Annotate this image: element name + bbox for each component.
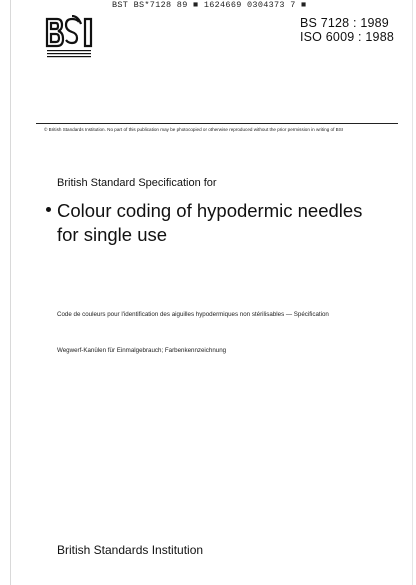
copyright-notice: © British Standards Institution. No part of this publication may be photocopied or otherwise reproduced without the prior permission in writing of BSI [44,127,344,132]
title-bullet-mark [46,207,51,212]
scan-header-text: BST BS*7128 89 ■ 1624669 0304373 7 ■ [112,0,307,10]
iso-number: ISO 6009 : 1988 [299,30,394,44]
publisher-name: British Standards Institution [57,543,204,557]
german-title: Wegwerf-Kanülen für Einmalgebrauch; Farbenkennzeichnung [57,347,227,354]
header-rule [36,123,398,124]
specification-label: British Standard Specification for [57,177,217,189]
title-line-2: for single use [57,224,168,245]
standard-numbers [300,16,394,44]
scan-edge-left [10,0,11,585]
bsi-logo [45,15,95,63]
title-line-1: Colour coding of hypodermic needles [57,200,363,221]
scan-edge-right [412,0,413,585]
french-title: Code de couleurs pour l'identification des aiguilles hypodermiques non stérilisables — Spécification [57,311,329,318]
bs-number: BS 7128 : 1989 [299,16,389,30]
document-title [57,199,397,247]
